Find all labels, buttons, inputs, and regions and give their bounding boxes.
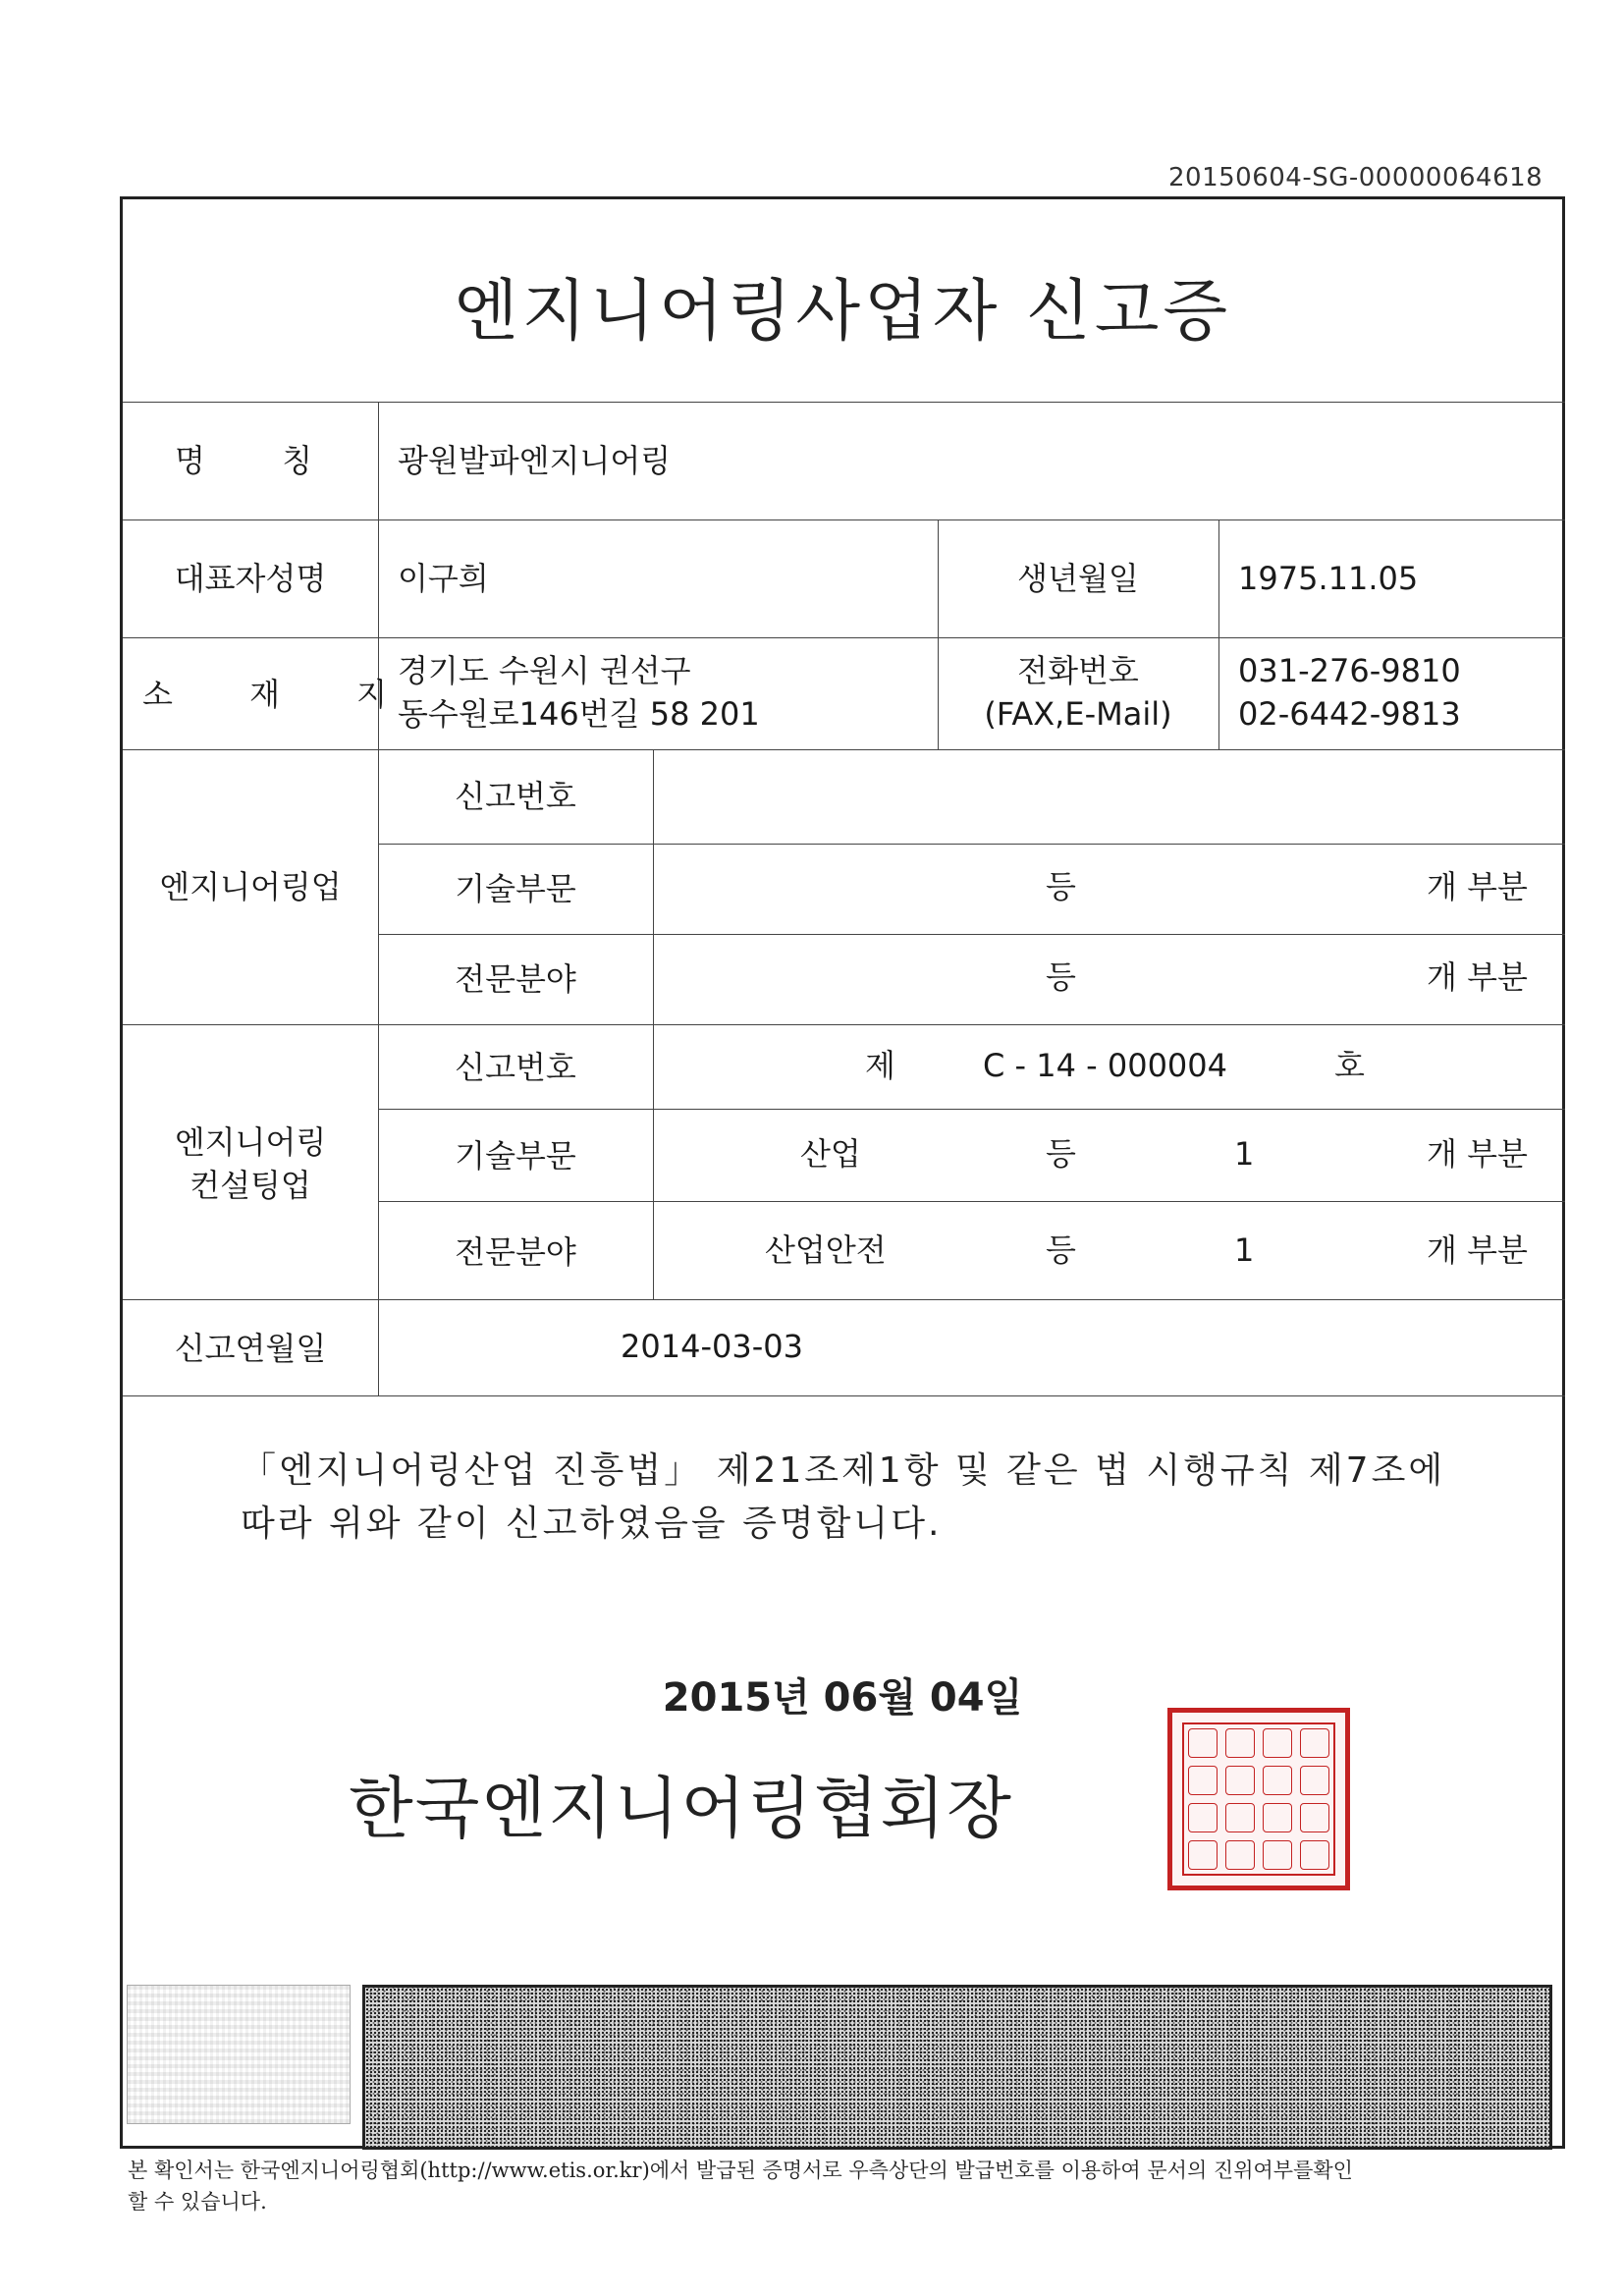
cons-field-etc: 등: [1046, 1231, 1076, 1269]
cons-report-number-label: 신고번호: [455, 1049, 576, 1086]
certificate-frame: [120, 196, 1565, 2149]
name-label: 명 칭: [175, 442, 346, 479]
barcode-area: [127, 1985, 351, 2124]
row-divider: [378, 844, 1565, 845]
location-label: 소 재 지: [142, 676, 421, 713]
security-pattern: [362, 1985, 1552, 2150]
representative-label: 대표자성명: [174, 560, 327, 597]
row-divider: [378, 1201, 1565, 1202]
seal-pattern: [1182, 1722, 1335, 1876]
row-divider: [123, 402, 1565, 403]
official-seal: [1167, 1708, 1350, 1890]
eng-report-number-label: 신고번호: [455, 778, 576, 815]
cons-tech-label: 기술부문: [455, 1137, 576, 1175]
issue-date: 2015년 06월 04일: [662, 1675, 1023, 1721]
row-divider: [123, 1299, 1565, 1300]
report-date: 2014-03-03: [621, 1328, 803, 1365]
row-divider: [123, 637, 1565, 638]
phone-number-2: 02-6442-9813: [1238, 695, 1461, 733]
footer-line-1: 본 확인서는 한국엔지니어링협회(http://www.etis.or.kr)에서 발급된 증명서로 우측상단의 발급번호를 이용하여 문서의 진위여부를확인: [128, 2159, 1353, 2182]
eng-field-label: 전문분야: [455, 960, 576, 998]
cons-report-number-suffix: 호: [1334, 1047, 1365, 1084]
cons-field-unit: 개 부분: [1427, 1231, 1528, 1269]
phone-label-sub: (FAX,E-Mail): [984, 695, 1172, 733]
row-divider: [123, 519, 1565, 520]
cons-tech-etc: 등: [1046, 1135, 1076, 1173]
statement-line-1: 「엔지니어링산업 진흥법」 제21조제1항 및 같은 법 시행규칙 제7조에: [241, 1450, 1446, 1491]
issuer-name: 한국엔지니어링협회장: [349, 1771, 1013, 1848]
cons-tech-count: 1: [1234, 1135, 1255, 1173]
engineering-business-label: 엔지니어링업: [159, 868, 342, 905]
representative-name: 이구희: [398, 560, 489, 597]
address-line-1: 경기도 수원시 권선구: [398, 652, 691, 689]
company-name: 광원발파엔지니어링: [398, 442, 672, 479]
row-divider: [378, 1109, 1565, 1110]
eng-tech-label: 기술부문: [455, 870, 576, 907]
row-divider: [123, 1395, 1565, 1396]
document-number: 20150604-SG-00000064618: [1168, 163, 1543, 192]
phone-label: 전화번호: [1017, 652, 1139, 689]
eng-field-unit: 개 부분: [1427, 958, 1528, 996]
birth-date: 1975.11.05: [1238, 560, 1419, 597]
consulting-business-label: 엔지니어링: [174, 1123, 327, 1161]
consulting-business-label-2: 컨설팅업: [189, 1167, 311, 1204]
cons-field-label: 전문분야: [455, 1233, 576, 1271]
footer-line-2: 할 수 있습니다.: [128, 2190, 267, 2214]
cons-tech-value: 산업: [800, 1135, 861, 1173]
footer-note: [128, 2155, 1542, 2217]
certificate-title: 엔지니어링사업자 신고증: [453, 273, 1232, 351]
cons-field-value: 산업안전: [765, 1231, 887, 1269]
eng-tech-etc: 등: [1046, 868, 1076, 905]
row-divider: [123, 749, 1565, 750]
certification-statement: [241, 1445, 1445, 1551]
birth-date-label: 생년월일: [1017, 560, 1139, 597]
row-divider: [378, 934, 1565, 935]
address-line-2: 동수원로146번길 58 201: [398, 695, 760, 733]
phone-number-1: 031-276-9810: [1238, 652, 1461, 689]
cons-report-number: C - 14 - 000004: [983, 1047, 1227, 1084]
report-date-label: 신고연월일: [174, 1330, 327, 1367]
cons-field-count: 1: [1234, 1231, 1255, 1269]
eng-field-etc: 등: [1046, 958, 1076, 996]
statement-line-2: 따라 위와 같이 신고하였음을 증명합니다.: [241, 1503, 943, 1544]
cons-report-number-prefix: 제: [865, 1047, 895, 1084]
cons-tech-unit: 개 부분: [1427, 1135, 1528, 1173]
eng-tech-unit: 개 부분: [1427, 868, 1528, 905]
column-divider: [653, 749, 654, 1299]
column-divider: [1218, 519, 1219, 749]
row-divider: [123, 1024, 1565, 1025]
